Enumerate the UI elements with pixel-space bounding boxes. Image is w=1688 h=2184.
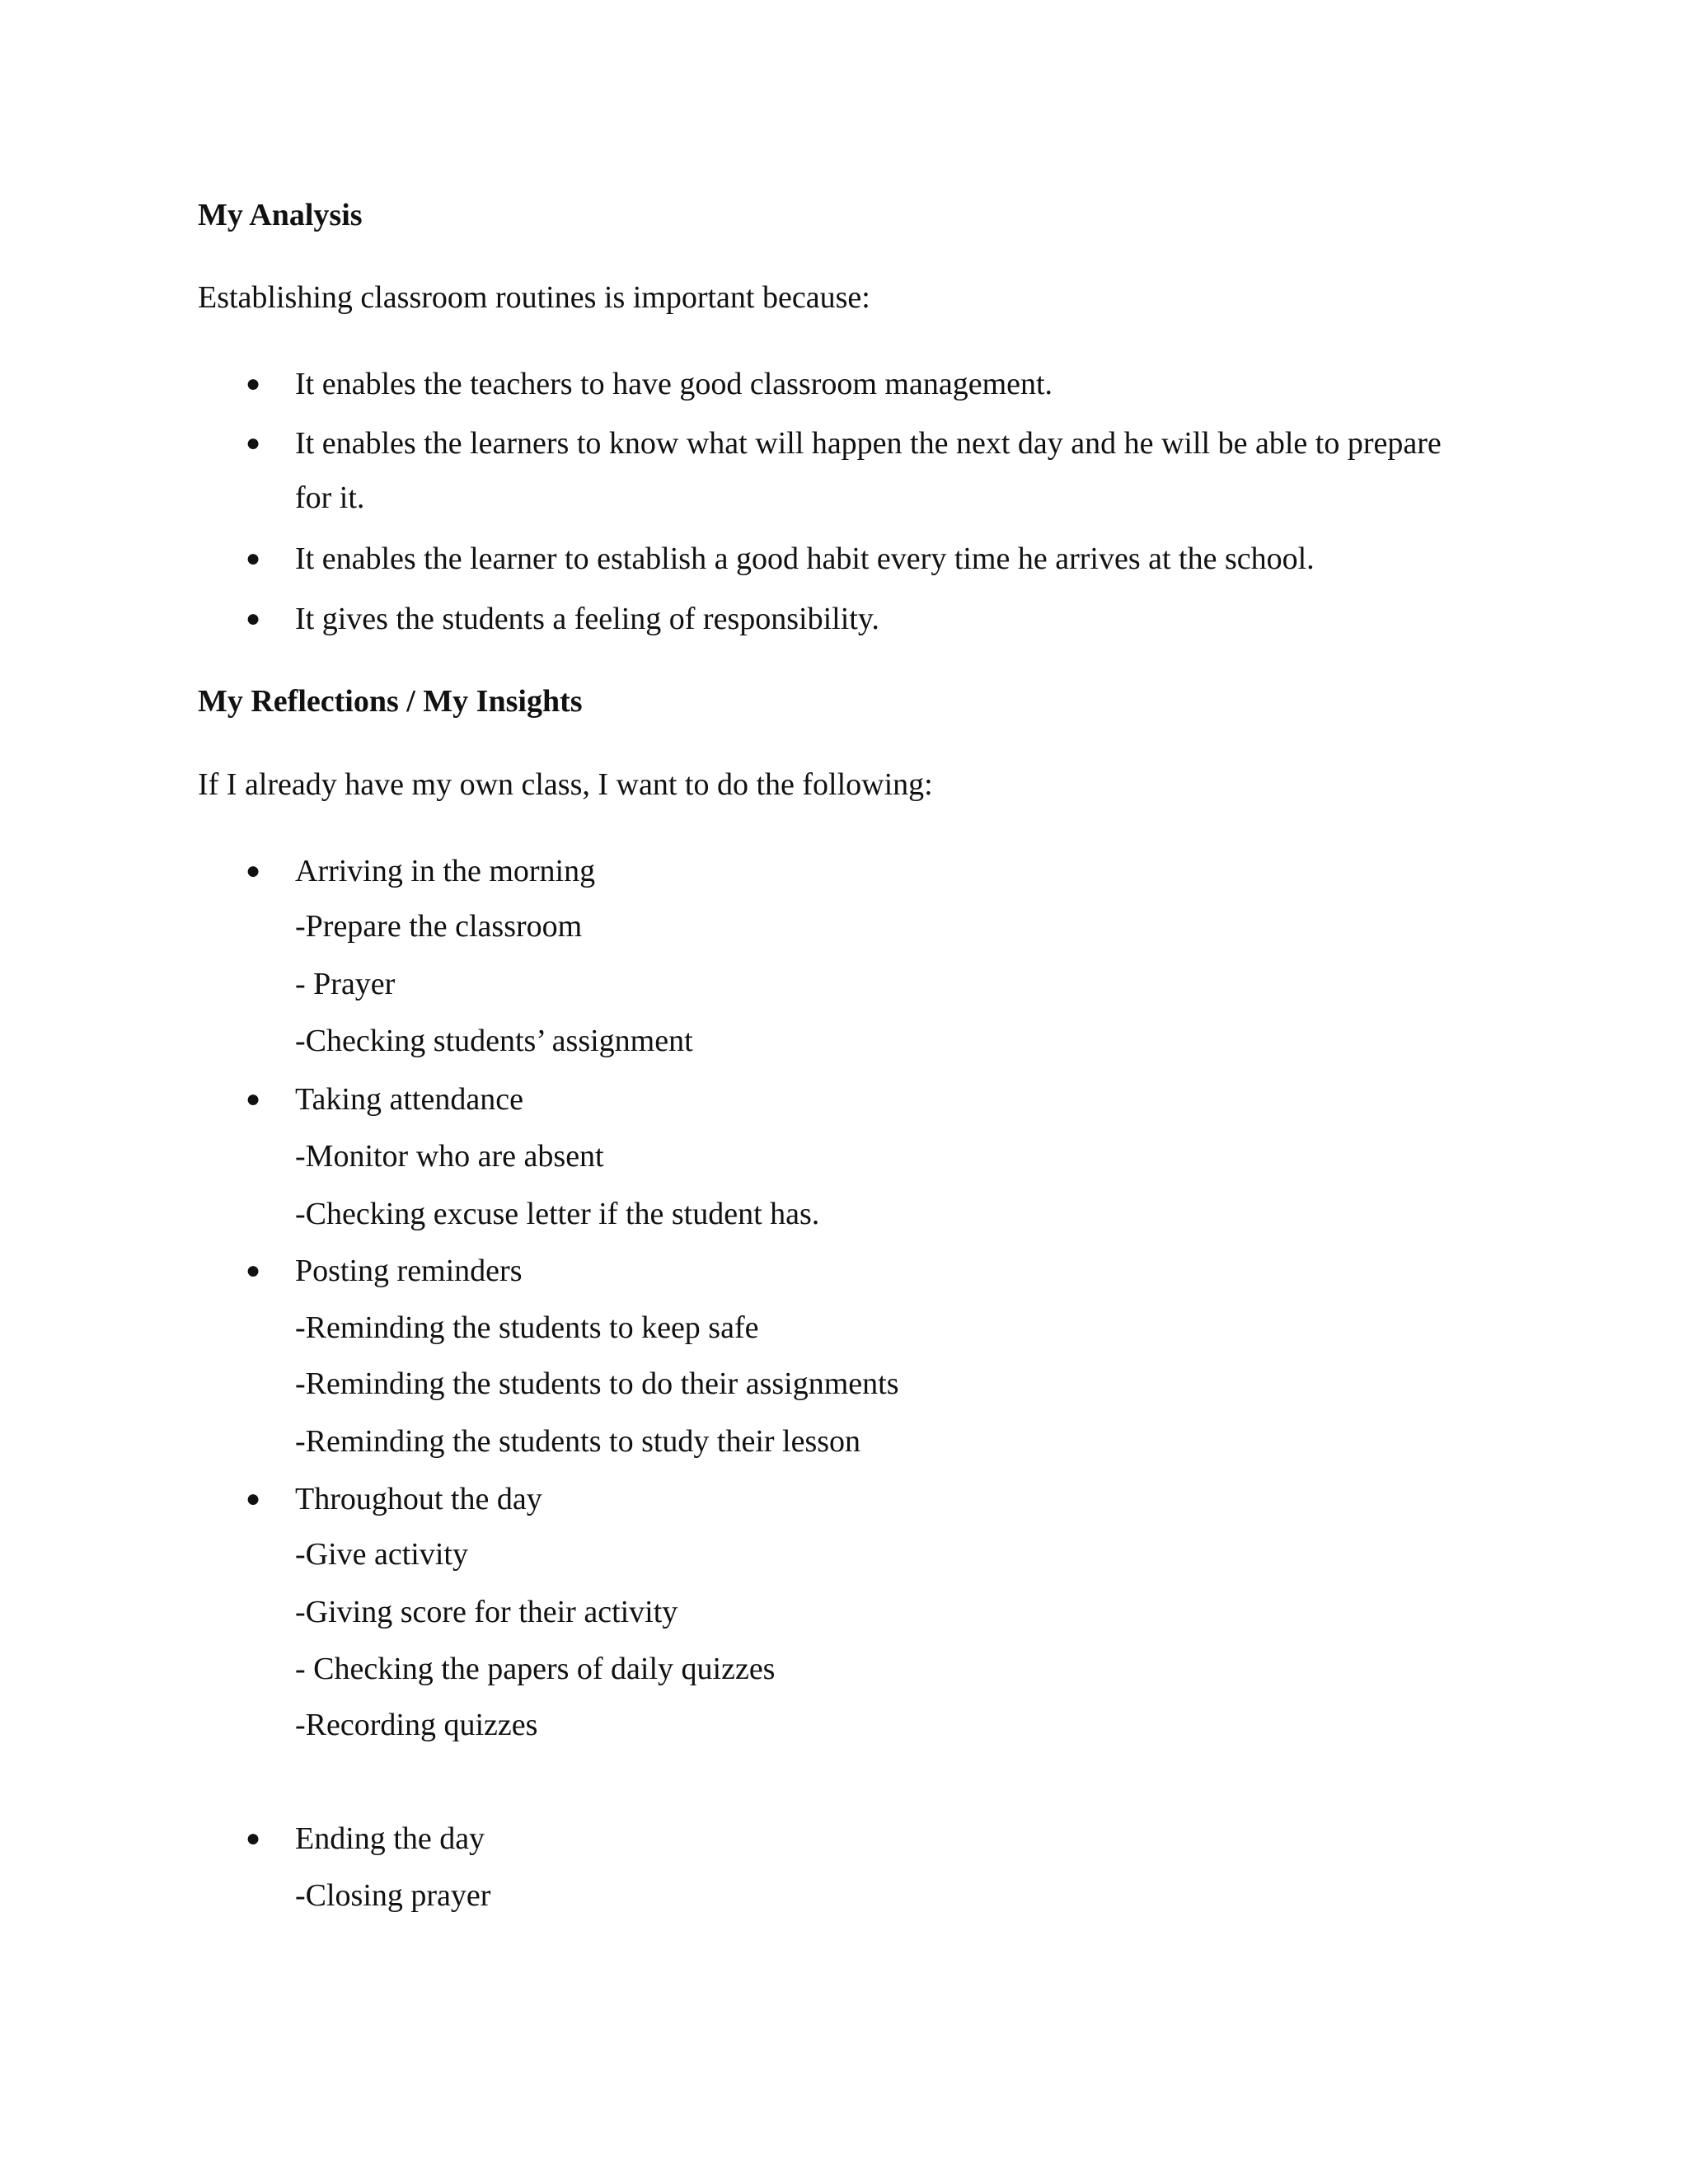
- routine-sub: -Reminding the students to do their assignments: [295, 1366, 899, 1401]
- bullet-icon: ●: [246, 605, 261, 632]
- bullet-icon: ●: [246, 429, 261, 457]
- routine-title-arriving: Arriving in the morning: [295, 854, 596, 888]
- routine-title-reminders: Posting reminders: [295, 1254, 523, 1288]
- bullet-icon: ●: [246, 857, 261, 884]
- routine-title-ending: Ending the day: [295, 1821, 485, 1856]
- routine-sub: -Give activity: [295, 1537, 468, 1572]
- bullet-icon: ●: [246, 1485, 261, 1512]
- routine-sub: -Giving score for their activity: [295, 1595, 678, 1629]
- routine-sub: -Prepare the classroom: [295, 909, 583, 944]
- routine-sub: - Checking the papers of daily quizzes: [295, 1652, 776, 1686]
- routine-sub: -Checking excuse letter if the student has.: [295, 1197, 820, 1231]
- routine-sub: -Recording quizzes: [295, 1708, 538, 1742]
- analysis-intro: Establishing classroom routines is important because:: [198, 280, 870, 315]
- bullet-icon: ●: [246, 370, 261, 397]
- bullet-icon: ●: [246, 1825, 261, 1852]
- routine-title-throughout: Throughout the day: [295, 1482, 542, 1516]
- bullet-icon: ●: [246, 545, 261, 572]
- analysis-heading: My Analysis: [198, 198, 363, 232]
- routine-sub: -Reminding the students to study their lesson: [295, 1424, 861, 1459]
- reflections-intro: If I already have my own class, I want to do the following:: [198, 767, 933, 802]
- reflections-heading: My Reflections / My Insights: [198, 684, 583, 719]
- analysis-bullet-2: It enables the learners to know what will happen the next day and he will be able to prepare: [295, 426, 1442, 461]
- routine-title-attendance: Taking attendance: [295, 1082, 523, 1117]
- analysis-bullet-4: It gives the students a feeling of responsibility.: [295, 602, 879, 636]
- routine-sub: -Monitor who are absent: [295, 1139, 604, 1174]
- analysis-bullet-3: It enables the learner to establish a good habit every time he arrives at the school.: [295, 541, 1315, 576]
- routine-sub: -Reminding the students to keep safe: [295, 1310, 759, 1345]
- routine-sub: - Prayer: [295, 967, 396, 1001]
- routine-sub: -Closing prayer: [295, 1878, 491, 1913]
- bullet-icon: ●: [246, 1257, 261, 1284]
- analysis-bullet-1: It enables the teachers to have good classroom management.: [295, 367, 1053, 401]
- analysis-bullet-2-cont: for it.: [295, 480, 365, 515]
- bullet-icon: ●: [246, 1085, 261, 1113]
- routine-sub: -Checking students’ assignment: [295, 1024, 693, 1058]
